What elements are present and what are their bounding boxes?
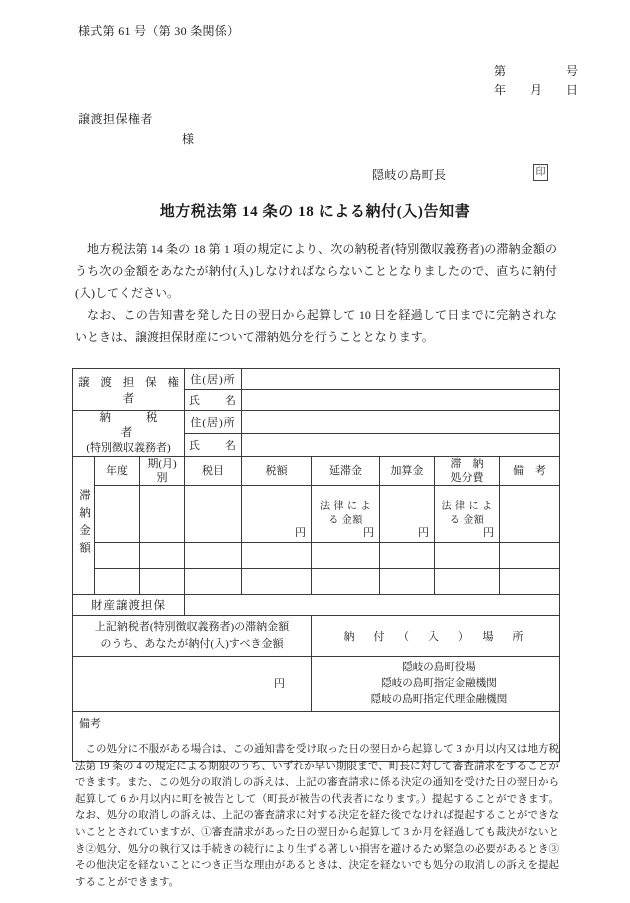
guarantor-address-label: 住(居)所 bbox=[185, 369, 242, 390]
legal-notice bbox=[75, 742, 559, 891]
payment-amount-header-line1: 上記納税者(特別徴収義務者)の滞納金額 bbox=[94, 621, 290, 633]
cell-year[interactable] bbox=[95, 486, 140, 543]
table-header-row bbox=[73, 457, 560, 486]
table-row bbox=[73, 411, 560, 434]
intro-paragraph-1: 地方税法第 14 条の 18 第 1 項の規定により、次の納税者(特別徴収義務者)の滞納金額のうち次の金額をあなたが納付(入)しなければならないこととなりましたので、直ちに納付(入)してください。 bbox=[75, 242, 557, 300]
cell-disposal-cost[interactable] bbox=[435, 486, 500, 543]
cell-period[interactable] bbox=[140, 486, 185, 543]
addressee-honorific: 様 bbox=[182, 132, 195, 146]
issuer-row bbox=[0, 166, 630, 190]
yen-symbol-tax: 円 bbox=[295, 527, 306, 539]
column-header-additional: 加算金 bbox=[380, 457, 435, 486]
payment-place-1: 隠岐の島町役場 bbox=[402, 662, 476, 673]
table-row bbox=[73, 369, 560, 390]
table-row bbox=[73, 595, 560, 616]
table-header-row bbox=[73, 616, 560, 657]
cell-additional[interactable] bbox=[380, 543, 435, 569]
disposal-cost-law-note: 法 律 に よ る 金額 bbox=[441, 501, 493, 526]
cell-remarks[interactable] bbox=[500, 543, 560, 569]
remarks-label: 備考 bbox=[79, 718, 101, 730]
intro-paragraph-2: なお、この告知書を発した日の翌日から起算して 10 日を経過して日までに完納されないときは、譲渡担保財産について滞納処分を行うこととなります。 bbox=[75, 308, 557, 344]
column-header-tax-item: 税目 bbox=[185, 457, 242, 486]
column-header-year: 年度 bbox=[95, 457, 140, 486]
payment-amount-header-line2: のうち、あなたが納付(入)すべき金額 bbox=[100, 638, 284, 650]
payment-places-list bbox=[312, 657, 560, 712]
page-title: 地方税法第 14 条の 18 による納付(入)告知書 bbox=[159, 204, 471, 220]
taxpayer-label-main: 納 税 者 bbox=[99, 412, 193, 439]
guarantor-name-label: 氏 名 bbox=[185, 390, 242, 411]
cell-remarks[interactable] bbox=[500, 486, 560, 543]
cell-year[interactable] bbox=[95, 569, 140, 595]
guarantor-name-value[interactable] bbox=[242, 390, 560, 411]
table-row bbox=[73, 543, 560, 569]
form-code: 様式第 61 号（第 30 条関係） bbox=[78, 24, 240, 38]
payment-place-3: 隠岐の島町指定代理金融機関 bbox=[370, 694, 508, 705]
cell-remarks[interactable] bbox=[500, 569, 560, 595]
cell-tax-amount[interactable] bbox=[242, 543, 312, 569]
yen-symbol-late-fee: 円 bbox=[363, 527, 374, 539]
payment-place-2: 隠岐の島町指定金融機関 bbox=[381, 678, 497, 689]
cell-late-fee[interactable] bbox=[312, 569, 380, 595]
column-header-remarks: 備 考 bbox=[500, 457, 560, 486]
cell-disposal-cost[interactable] bbox=[435, 543, 500, 569]
taxpayer-name-value[interactable] bbox=[242, 434, 560, 457]
yen-symbol-disposal: 円 bbox=[483, 527, 494, 539]
cell-late-fee[interactable] bbox=[312, 486, 380, 543]
column-header-period-line1: 期(月) bbox=[147, 458, 177, 470]
table-row bbox=[73, 657, 560, 712]
taxpayer-address-label: 住(居)所 bbox=[185, 411, 242, 434]
cell-tax-amount[interactable] bbox=[242, 569, 312, 595]
intro-text bbox=[75, 238, 557, 348]
cell-year[interactable] bbox=[95, 543, 140, 569]
table-row bbox=[73, 569, 560, 595]
legal-notice-text: この処分に不服がある場合は、この通知書を受け取った日の翌日から起算して 3 か月以内又は地方税法第 19 条の 4 の規定による期限のうち、いずれか早い期限まで、町長に対して審査請求をすることができます。また、この処分の取消しの訴えは、上記の審査請求に係る決定の通知を受けた日の翌日から起算して 6 か月以内に町を被告として（町長が被告の代表者になります。）提起することができます。なお、処分の取消しの訴えは、上記の審査請求に対する決定を経た後でなければ提起することができないこととされていますが、①審査請求があった日の翌日から起算して 3 か月を経過しても裁決がないとき②処分、処分の執行又は手続きの続行により生ずる著しい損害を避けるため緊急の必要があるとき③その他決定を経ないことにつき正当な理由があるときは、決定を経ないでも処分の取消しの訴えを提起することができます。 bbox=[75, 744, 559, 888]
cell-additional[interactable] bbox=[380, 486, 435, 543]
guarantor-label: 譲 渡 担 保 権 者 bbox=[73, 369, 185, 411]
taxpayer-name-label: 氏 名 bbox=[185, 434, 242, 457]
property-collateral-label: 財産譲渡担保 bbox=[73, 595, 185, 616]
yen-symbol-additional: 円 bbox=[418, 527, 429, 539]
yen-symbol-payment: 円 bbox=[274, 678, 285, 690]
cell-late-fee[interactable] bbox=[312, 543, 380, 569]
delinquent-amount-label bbox=[73, 457, 95, 595]
seal-stamp-icon: 印 bbox=[533, 164, 548, 181]
cell-additional[interactable] bbox=[380, 569, 435, 595]
column-header-late-fee: 延滞金 bbox=[312, 457, 380, 486]
column-header-disposal-line1: 滞 納 bbox=[450, 458, 484, 470]
addressee-title: 譲渡担保権者 bbox=[78, 112, 154, 126]
column-header-period bbox=[140, 457, 185, 486]
property-collateral-value[interactable] bbox=[185, 595, 560, 616]
document-date-label: 年 月 日 bbox=[493, 83, 578, 97]
table-row bbox=[73, 486, 560, 543]
document-number-label: 第 号 bbox=[493, 64, 578, 78]
cell-period[interactable] bbox=[140, 543, 185, 569]
delinquency-table bbox=[72, 368, 560, 762]
payment-amount-value[interactable] bbox=[73, 657, 312, 712]
cell-tax-item[interactable] bbox=[185, 569, 242, 595]
taxpayer-label bbox=[73, 411, 193, 457]
taxpayer-label-sub: (特別徴収義務者) bbox=[86, 442, 171, 454]
payment-amount-header bbox=[73, 616, 312, 657]
cell-tax-amount[interactable] bbox=[242, 486, 312, 543]
column-header-period-line2: 別 bbox=[156, 472, 168, 484]
taxpayer-address-value[interactable] bbox=[242, 411, 560, 434]
cell-disposal-cost[interactable] bbox=[435, 569, 500, 595]
delinquent-amount-label-text: 滞納金額 bbox=[78, 489, 90, 559]
guarantor-address-value[interactable] bbox=[242, 369, 560, 390]
payment-place-header: 納 付 （ 入 ） 場 所 bbox=[312, 616, 560, 657]
cell-tax-item[interactable] bbox=[185, 486, 242, 543]
document-number-block bbox=[494, 62, 578, 100]
cell-tax-item[interactable] bbox=[185, 543, 242, 569]
late-fee-law-note: 法 律 に よ る 金額 bbox=[320, 501, 371, 526]
column-header-disposal-line2: 処分費 bbox=[450, 472, 484, 484]
column-header-disposal-cost bbox=[435, 457, 500, 486]
issuer-name: 隠岐の島町長 bbox=[372, 168, 447, 182]
column-header-tax-amount: 税額 bbox=[242, 457, 312, 486]
cell-period[interactable] bbox=[140, 569, 185, 595]
